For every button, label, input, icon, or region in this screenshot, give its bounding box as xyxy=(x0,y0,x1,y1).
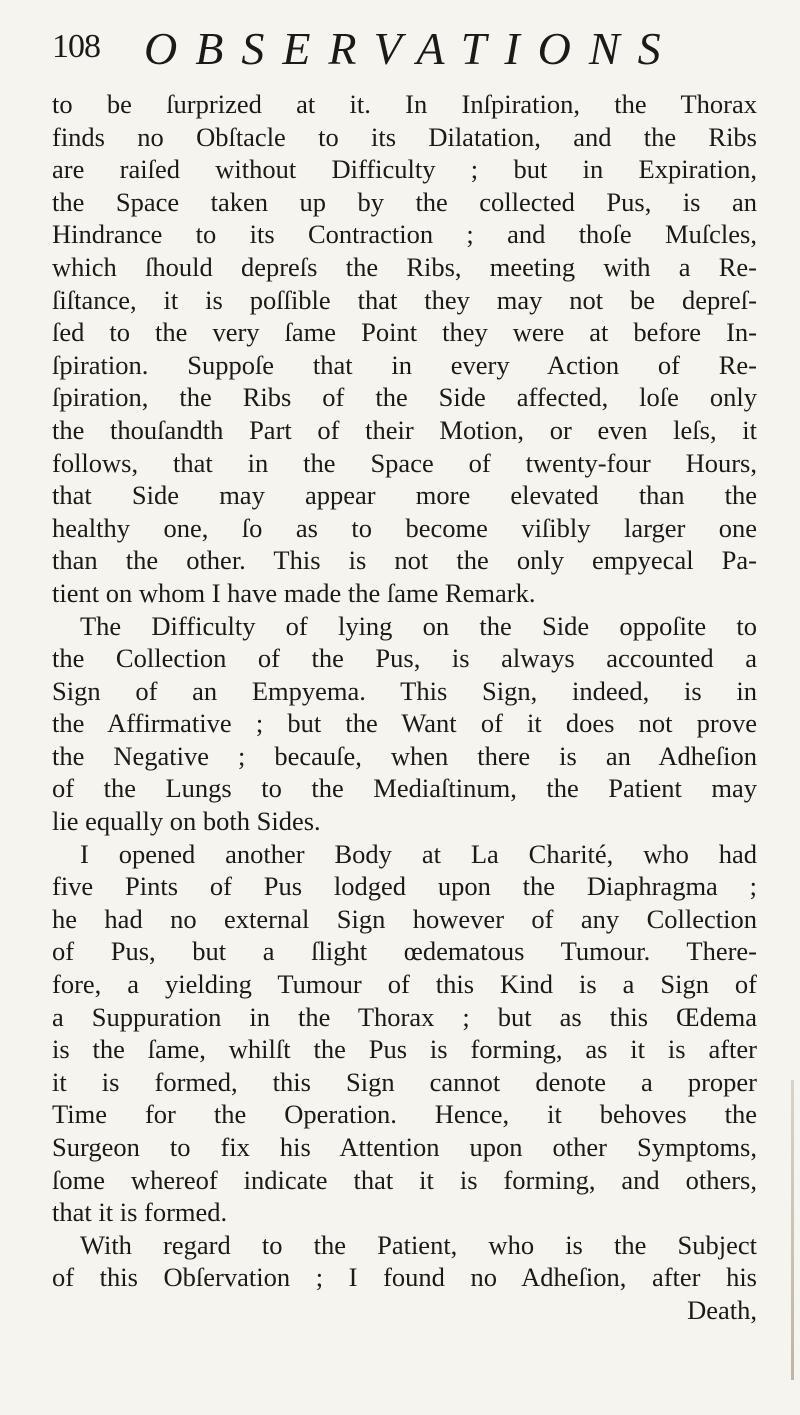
text-line: tient on whom I have made the ſame Remark. xyxy=(52,577,536,608)
text-line: he had no external Sign however of any Collection xyxy=(52,903,757,934)
text-line: are raiſed without Difficulty ; but in Expiration, xyxy=(52,154,757,185)
text-line: ſiſtance, it is poſſible that they may not be depreſ- xyxy=(52,284,757,315)
text-line: the Negative ; becauſe, when there is an Adheſion xyxy=(52,740,757,771)
text-line: which ſhould depreſs the Ribs, meeting with a Re- xyxy=(52,251,757,282)
text-line: the Space taken up by the collected Pus, is an xyxy=(52,186,757,217)
text-line: I opened another Body at La Charité, who had xyxy=(80,838,757,869)
text-line: healthy one, ſo as to become viſibly larger one xyxy=(52,512,757,543)
text-line: a Suppuration in the Thorax ; but as this Œdema xyxy=(52,1001,757,1032)
running-title: OBSERVATIONS xyxy=(144,23,679,74)
text-line: lie equally on both Sides. xyxy=(52,806,321,837)
text-line: ſed to the very ſame Point they were at before In- xyxy=(52,317,757,348)
text-line: ſpiration, the Ribs of the Side affected, loſe only xyxy=(52,382,757,413)
page-header xyxy=(52,22,752,82)
text-line: that it is formed. xyxy=(52,1197,228,1228)
text-line: ſpiration. Suppoſe that in every Action of Re- xyxy=(52,349,757,380)
text-line: With regard to the Patient, who is the Subject xyxy=(80,1229,757,1260)
text-line: the Collection of the Pus, is always accounted a xyxy=(52,643,757,674)
text-line: five Pints of Pus lodged upon the Diaphragma ; xyxy=(52,871,757,902)
text-line: follows, that in the Space of twenty-four Hours, xyxy=(52,447,757,478)
text-line: of this Obſervation ; I found no Adheſion, after his xyxy=(52,1262,757,1293)
text-line: of Pus, but a ſlight œdematous Tumour. There- xyxy=(52,936,757,967)
page-number: 108 xyxy=(52,28,100,65)
text-line: Death, xyxy=(687,1294,757,1325)
text-line: it is formed, this Sign cannot denote a proper xyxy=(52,1066,757,1097)
text-line: that Side may appear more elevated than the xyxy=(52,480,757,511)
text-line: the Affirmative ; but the Want of it does not prove xyxy=(52,708,757,739)
page-edge-shadow xyxy=(791,1080,794,1380)
text-line: Hindrance to its Contraction ; and thoſe Muſcles, xyxy=(52,219,757,250)
body-text xyxy=(52,88,757,1327)
text-line: the thouſandth Part of their Motion, or even leſs, it xyxy=(52,414,757,445)
text-line: is the ſame, whilſt the Pus is forming, as it is after xyxy=(52,1034,757,1065)
text-line: The Difficulty of lying on the Side oppoſite to xyxy=(80,610,757,641)
text-line: finds no Obſtacle to its Dilatation, and the Ribs xyxy=(52,121,757,152)
text-line: Sign of an Empyema. This Sign, indeed, is in xyxy=(52,675,757,706)
text-line: Surgeon to fix his Attention upon other Symptoms, xyxy=(52,1132,757,1162)
text-line: of the Lungs to the Mediaſtinum, the Patient may xyxy=(52,773,757,804)
text-line: fore, a yielding Tumour of this Kind is a Sign of xyxy=(52,969,757,1000)
text-line: ſome whereof indicate that it is forming, and others, xyxy=(52,1164,757,1195)
text-line: than the other. This is not the only empyecal Pa- xyxy=(52,545,757,576)
text-line: to be ſurprized at it. In Inſpiration, the Thorax xyxy=(52,89,757,119)
text-line: Time for the Operation. Hence, it behoves the xyxy=(52,1099,757,1130)
